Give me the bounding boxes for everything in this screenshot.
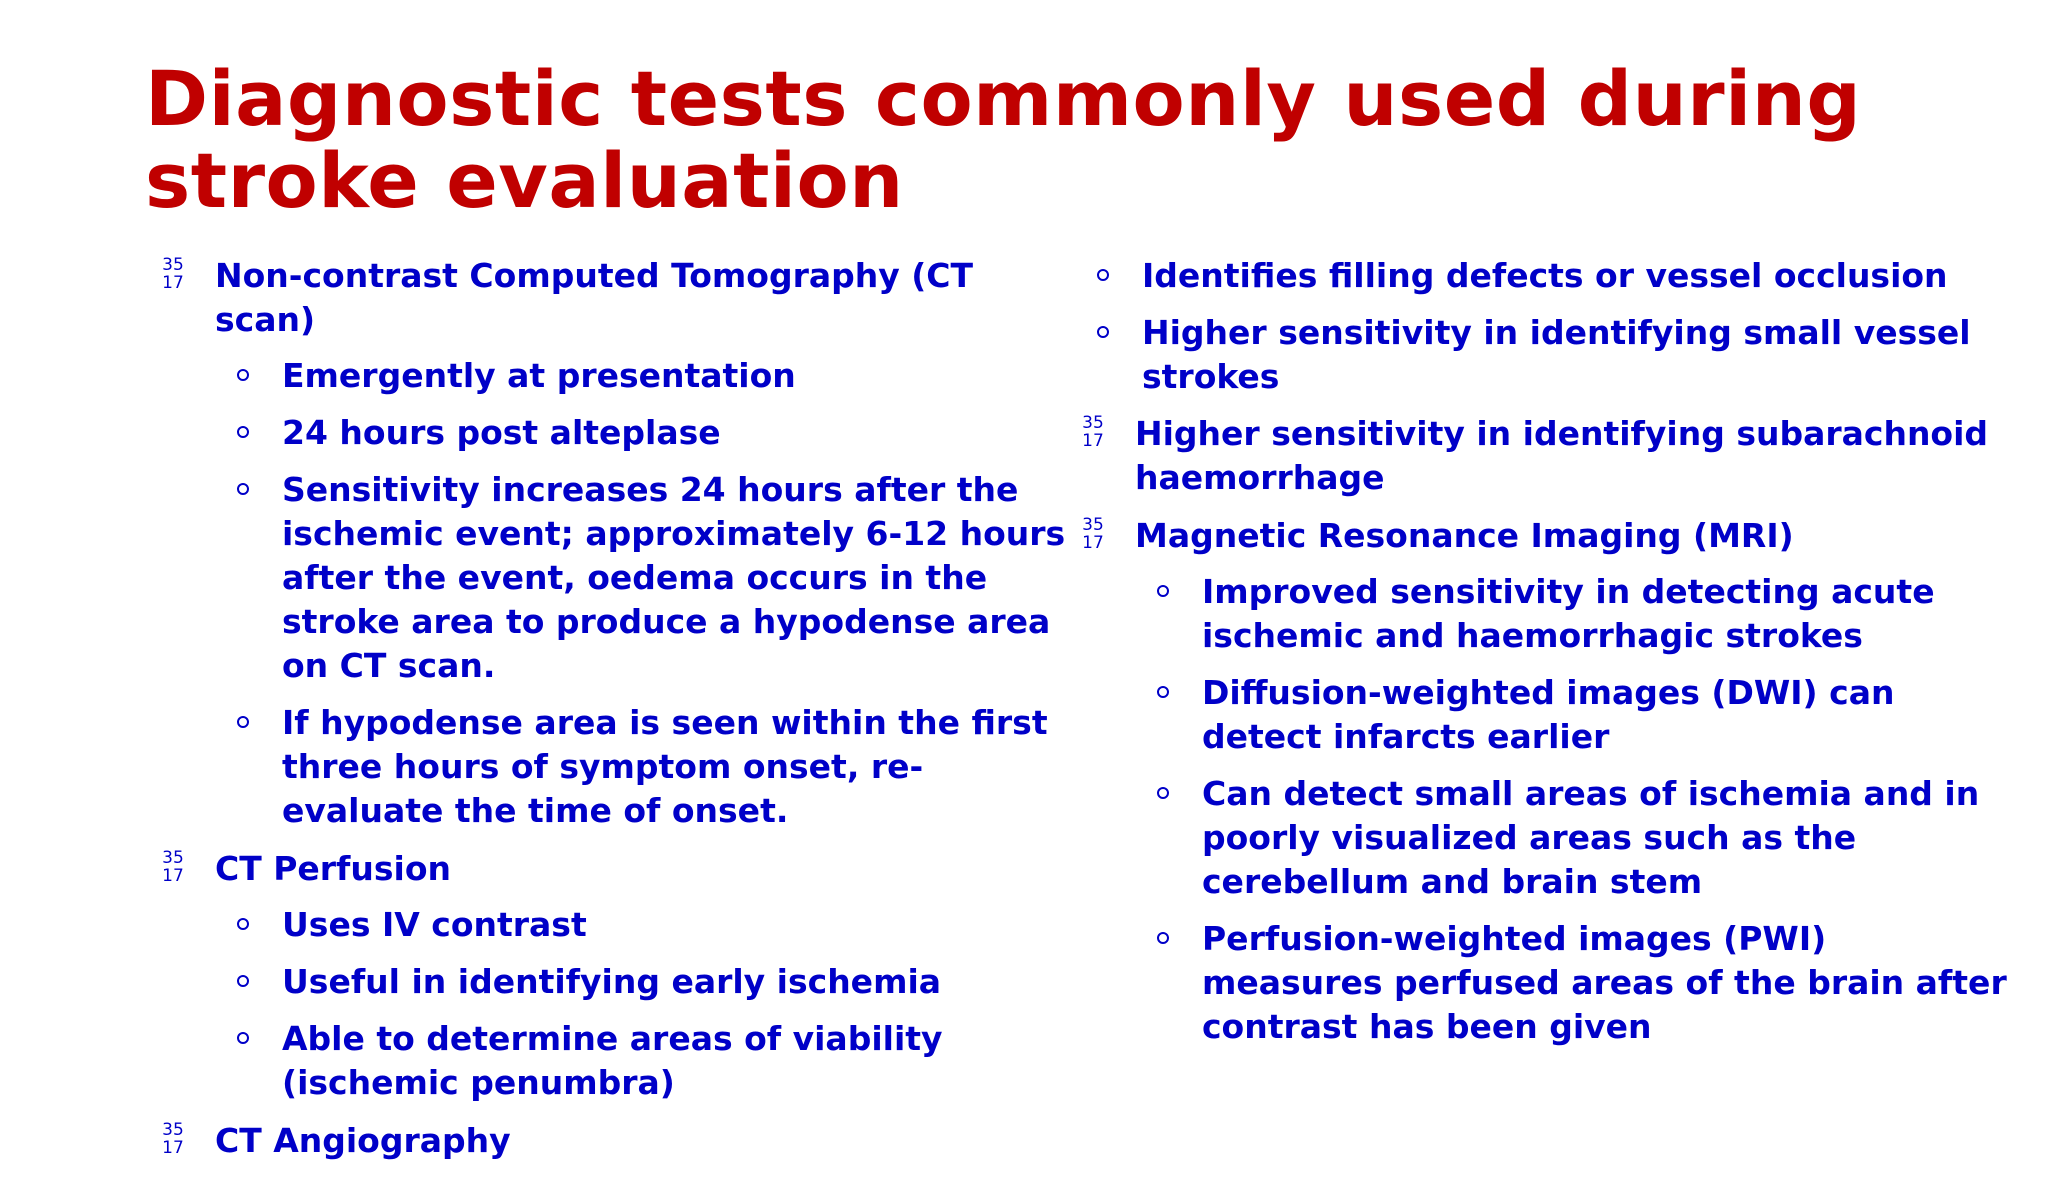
list-item-text: Non-contrast Computed Tomography (CT scan) — [215, 256, 974, 339]
sub-list-item — [215, 468, 1075, 688]
sub-list-item — [215, 903, 1075, 947]
list-item-text: CT Angiography — [215, 1121, 511, 1160]
sub-list-item-text: Diffusion-weighted images (DWI) can detect infarcts earlier — [1202, 673, 1895, 756]
circle-bullet-icon — [1097, 326, 1109, 338]
circle-bullet-icon — [237, 369, 249, 381]
list-item-text: Magnetic Resonance Imaging (MRI) — [1135, 516, 1794, 555]
sub-list-item — [215, 411, 1075, 455]
sub-list-item — [1075, 311, 2015, 399]
sub-list-item-text: Able to determine areas of viability (ischemic penumbra) — [282, 1019, 943, 1102]
sub-list — [215, 354, 1075, 833]
circle-bullet-icon — [1157, 585, 1169, 597]
list-item-text: Higher sensitivity in identifying subarachnoid haemorrhage — [1135, 414, 1989, 497]
sub-list-item-text: Useful in identifying early ischemia — [282, 962, 942, 1001]
circle-bullet-icon — [237, 975, 249, 987]
circle-bullet-icon — [1157, 932, 1169, 944]
sub-list-item-text: Improved sensitivity in detecting acute ischemic and haemorrhagic strokes — [1202, 572, 1935, 655]
sub-list — [215, 903, 1075, 1105]
sub-list-item — [1135, 570, 2015, 658]
circle-bullet-icon — [237, 918, 249, 930]
list-item — [1075, 412, 2015, 500]
circle-bullet-icon — [1097, 269, 1109, 281]
right-column — [1075, 254, 2015, 1063]
sub-list — [1075, 254, 2015, 399]
bullet-icon: 35 17 — [1082, 413, 1104, 451]
slide-title: Diagnostic tests commonly used during stroke evaluation — [145, 54, 1862, 225]
circle-bullet-icon — [1157, 686, 1169, 698]
sub-list — [1135, 570, 2015, 1049]
sub-list-item — [215, 354, 1075, 398]
sub-list-item — [215, 1017, 1075, 1105]
left-column — [155, 254, 1075, 1177]
sub-list-item-text: Higher sensitivity in identifying small vessel strokes — [1142, 313, 1971, 396]
list-item — [155, 1119, 1075, 1163]
sub-list-item-text: Identifies filling defects or vessel occlusion — [1142, 256, 1948, 295]
sub-list-item-text: If hypodense area is seen within the first three hours of symptom onset, re-evaluate the time of onset. — [282, 703, 1048, 830]
sub-list-item-text: Uses IV contrast — [282, 905, 587, 944]
sub-list-item-text: 24 hours post alteplase — [282, 413, 721, 452]
list-item — [155, 847, 1075, 1105]
sub-list-item — [1135, 917, 2015, 1049]
sub-list-item — [1135, 772, 2015, 904]
sub-list-item-text: Emergently at presentation — [282, 356, 796, 395]
circle-bullet-icon — [237, 1032, 249, 1044]
bullet-icon: 35 17 — [1082, 515, 1104, 553]
sub-list-item — [1135, 671, 2015, 759]
sub-list-item — [215, 701, 1075, 833]
circle-bullet-icon — [1157, 787, 1169, 799]
bullet-icon: 35 17 — [162, 848, 184, 886]
list-item-text: CT Perfusion — [215, 849, 452, 888]
sub-list-item-text: Can detect small areas of ischemia and in poorly visualized areas such as the cerebellum and brain stem — [1202, 774, 1980, 901]
list-item — [155, 254, 1075, 833]
sub-list-item — [1075, 254, 2015, 298]
list-item — [1075, 514, 2015, 1049]
sub-list-item-text: Perfusion-weighted images (PWI) measures perfused areas of the brain after contrast has been given — [1202, 919, 2007, 1046]
sub-list-item-text: Sensitivity increases 24 hours after the ischemic event; approximately 6-12 hours after the event, oedema occurs in the stroke area to produce a hypodense area on CT scan. — [282, 470, 1066, 685]
circle-bullet-icon — [237, 483, 249, 495]
circle-bullet-icon — [237, 426, 249, 438]
circle-bullet-icon — [237, 716, 249, 728]
bullet-icon: 35 17 — [162, 1120, 184, 1158]
sub-list-item — [215, 960, 1075, 1004]
bullet-icon: 35 17 — [162, 255, 184, 293]
